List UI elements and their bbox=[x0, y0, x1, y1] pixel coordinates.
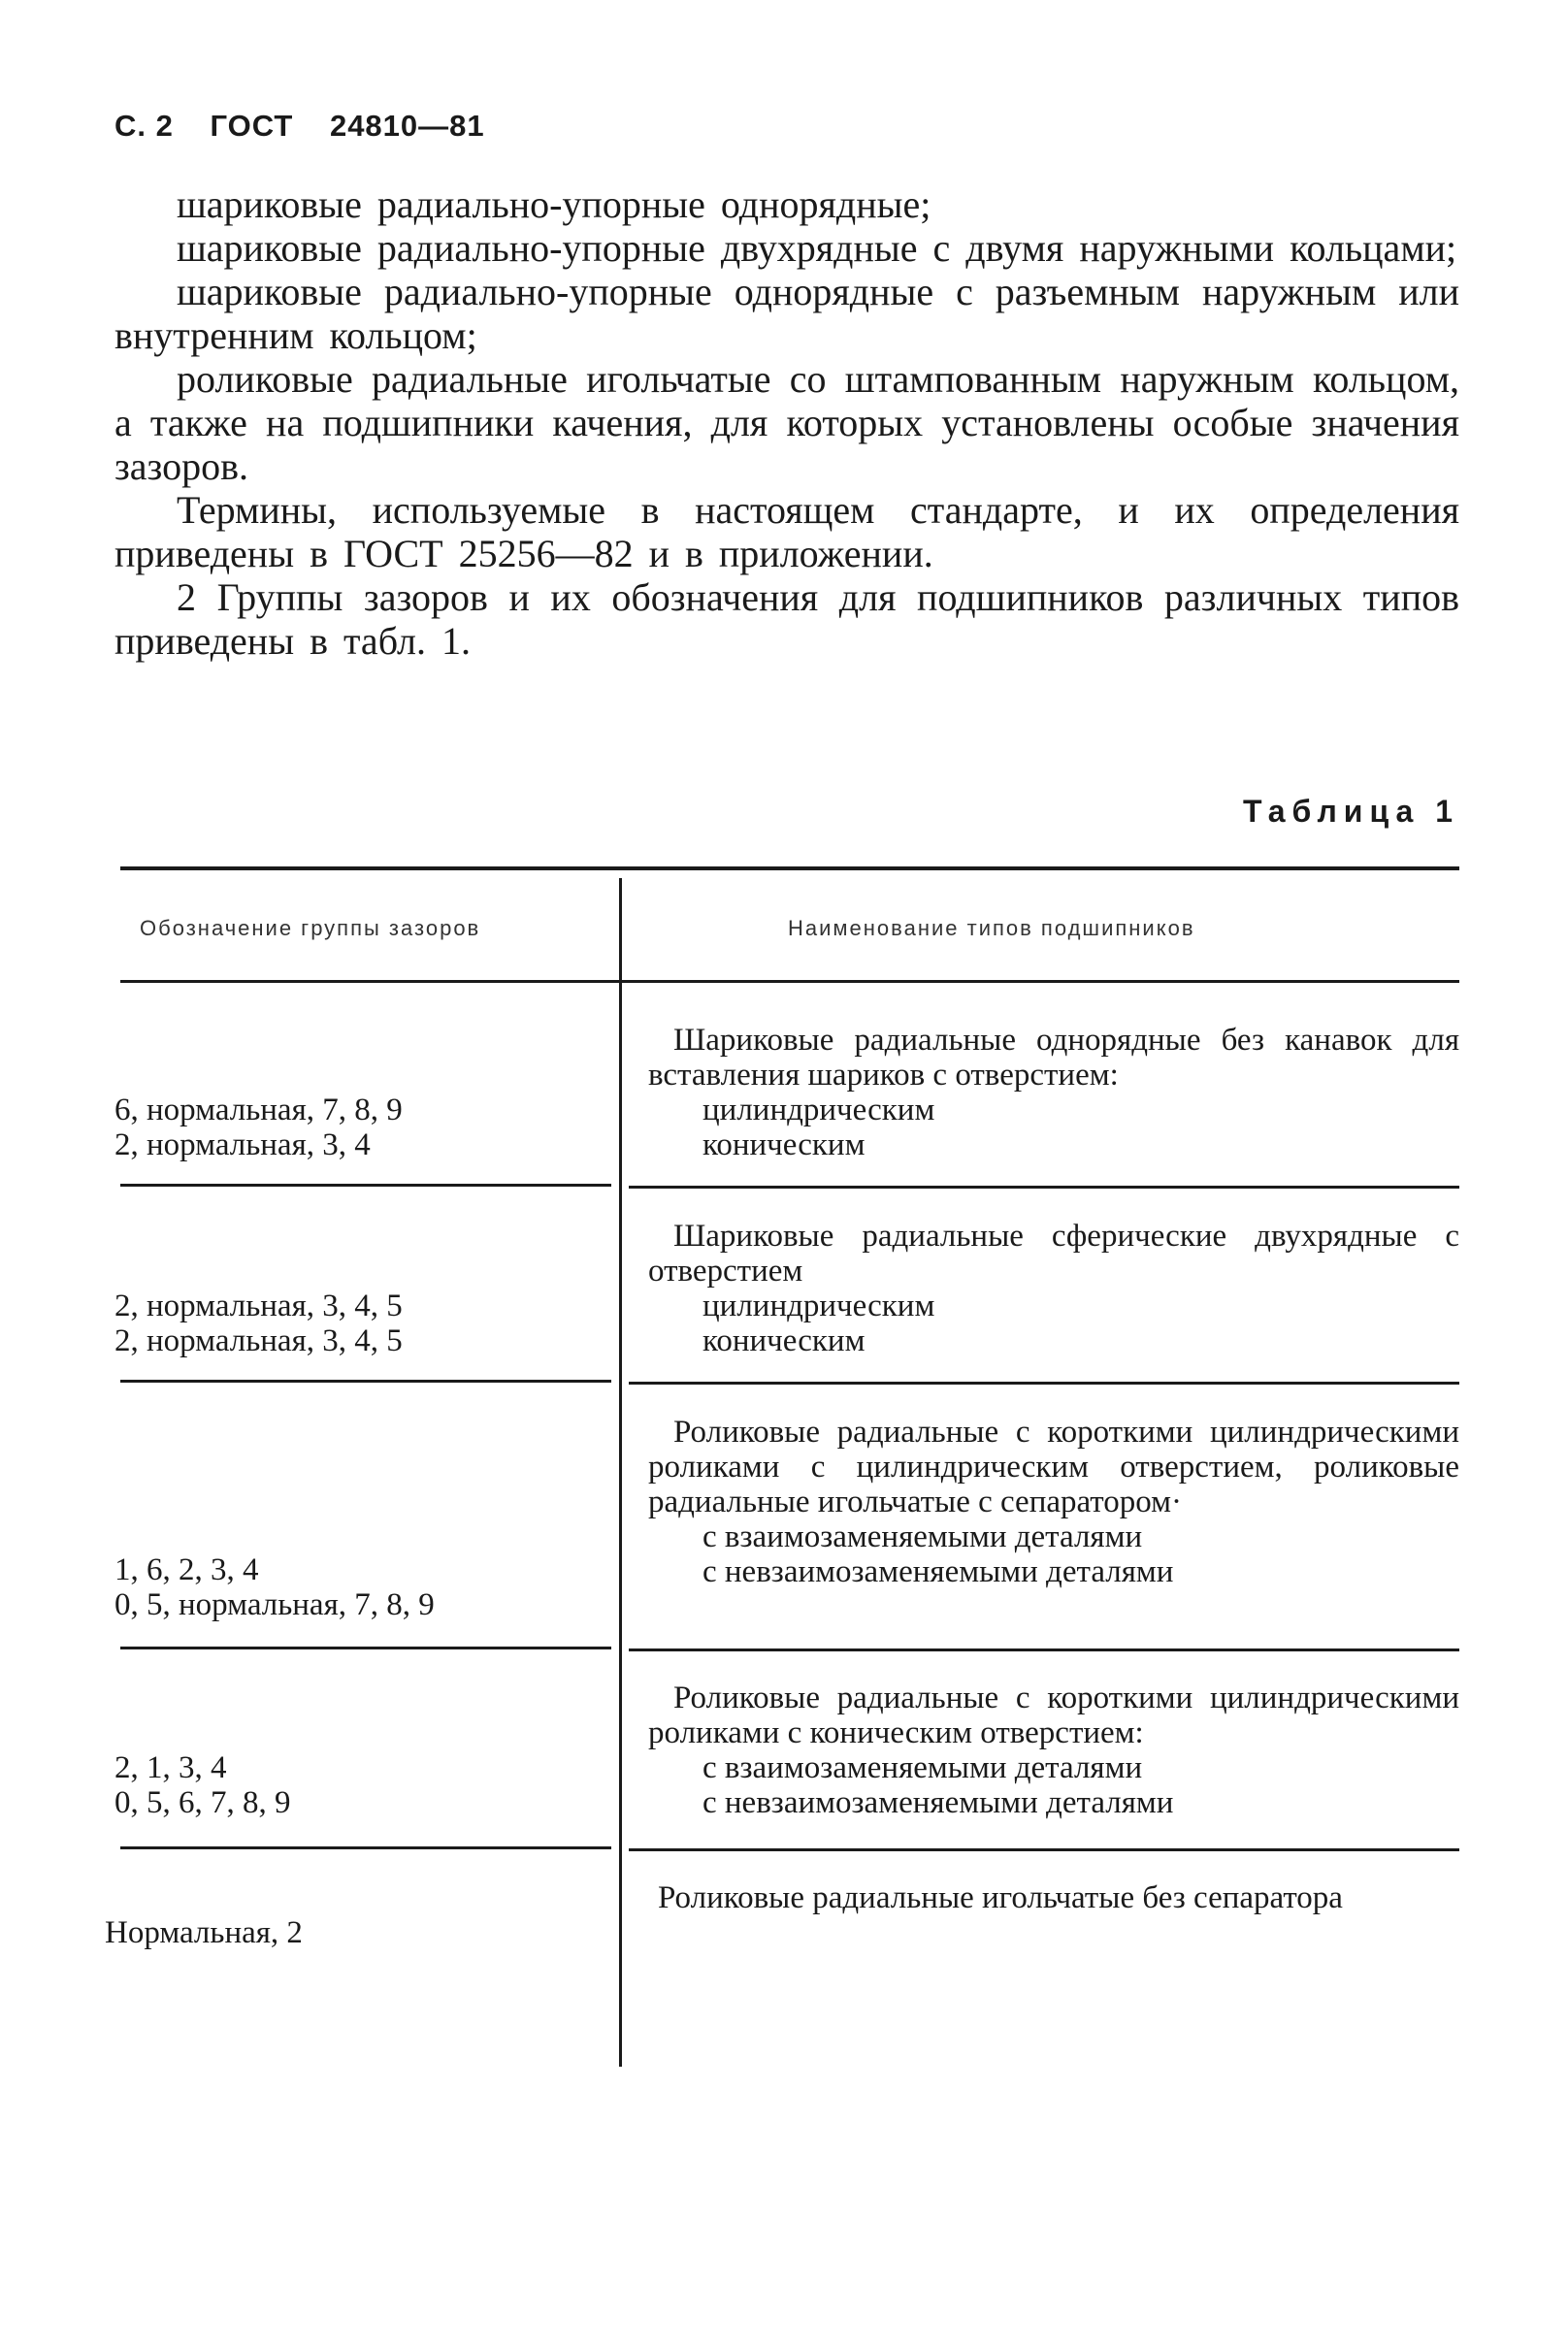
row-divider-left bbox=[120, 1647, 611, 1649]
row-divider-left bbox=[120, 1380, 611, 1383]
row-divider-left bbox=[120, 1184, 611, 1187]
description-subitem: с взаимозаменяемыми деталями bbox=[702, 1750, 1143, 1785]
row-divider-left bbox=[120, 1846, 611, 1849]
intro-paragraph: 2 Группы зазоров и их обозначения для подшипников различных типов приведены в табл. 1. bbox=[114, 575, 1459, 663]
description-subitem: с невзаимозаменяемыми деталями bbox=[702, 1554, 1174, 1589]
table-row-groups bbox=[114, 1289, 403, 1358]
description-text: Роликовые радиальные с короткими цилиндрическими роликами с цилиндрическим отверстием, роликовые радиальные игольчатые с сепаратором· bbox=[648, 1415, 1459, 1519]
group-line: 0, 5, 6, 7, 8, 9 bbox=[114, 1785, 291, 1820]
intro-paragraph: шариковые радиально-упорные однорядные с разъемным наружным или внутренним кольцом; bbox=[114, 270, 1459, 357]
row-divider-right bbox=[629, 1186, 1459, 1189]
group-line: 1, 6, 2, 3, 4 bbox=[114, 1552, 259, 1587]
table-row-description bbox=[648, 1023, 1459, 1162]
group-line: Нормальная, 2 bbox=[105, 1915, 303, 1950]
standard-label: ГОСТ bbox=[210, 109, 294, 143]
description-subitem: цилиндрическим bbox=[702, 1093, 935, 1127]
intro-text bbox=[114, 182, 1459, 663]
page-header bbox=[114, 109, 512, 144]
table-row-description bbox=[648, 1219, 1459, 1358]
table-row-description bbox=[648, 1681, 1459, 1820]
header-bottom-rule bbox=[120, 980, 1459, 983]
column-header-types: Наименование типов подшипников bbox=[788, 916, 1195, 940]
description-text: Роликовые радиальные игольчатые без сепаратора bbox=[658, 1880, 1343, 1915]
intro-paragraph: Термины, используемые в настоящем стандарте, и их определения приведены в ГОСТ 25256—82 и в приложении. bbox=[114, 488, 1459, 575]
description-text: Шариковые радиальные сферические двухрядные с отверстием bbox=[648, 1219, 1459, 1289]
group-line: 2, нормальная, 3, 4, 5 bbox=[114, 1323, 403, 1358]
table-row-description bbox=[648, 1415, 1459, 1589]
table-top-rule bbox=[120, 866, 1459, 870]
table-row-description bbox=[648, 1880, 1444, 1915]
table-row-groups bbox=[105, 1915, 303, 1950]
row-divider-right bbox=[629, 1382, 1459, 1385]
column-divider bbox=[619, 878, 622, 2067]
table-row-groups bbox=[114, 1750, 291, 1820]
row-divider-right bbox=[629, 1648, 1459, 1651]
intro-paragraph: шариковые радиально-упорные однорядные; bbox=[177, 182, 931, 226]
description-text: Роликовые радиальные с короткими цилиндрическими роликами с коническим отверстием: bbox=[648, 1681, 1459, 1750]
table-caption: Таблица 1 bbox=[1242, 794, 1459, 829]
table-row-groups bbox=[114, 1093, 403, 1162]
group-line: 6, нормальная, 7, 8, 9 bbox=[114, 1093, 403, 1127]
intro-paragraph: шариковые радиально-упорные двухрядные с двумя наружными кольцами; bbox=[177, 226, 1457, 270]
column-header-groups: Обозначение группы зазоров bbox=[140, 916, 481, 940]
intro-paragraph: роликовые радиальные игольчатые со штампованным наружным кольцом, а также на подшипники качения, для которых установлены особые значения зазоров. bbox=[114, 357, 1459, 488]
description-subitem: коническим bbox=[702, 1323, 866, 1358]
table-row-groups bbox=[114, 1552, 435, 1622]
description-subitem: цилиндрическим bbox=[702, 1289, 935, 1323]
group-line: 0, 5, нормальная, 7, 8, 9 bbox=[114, 1587, 435, 1622]
page-number: С. 2 bbox=[114, 109, 174, 143]
description-text: Шариковые радиальные однорядные без канавок для вставления шариков с отверстием: bbox=[648, 1023, 1459, 1093]
group-line: 2, нормальная, 3, 4, 5 bbox=[114, 1289, 403, 1323]
description-subitem: с взаимозаменяемыми деталями bbox=[702, 1519, 1143, 1554]
row-divider-right bbox=[629, 1848, 1459, 1851]
description-subitem: коническим bbox=[702, 1127, 866, 1162]
standard-number: 24810—81 bbox=[329, 109, 485, 143]
description-subitem: с невзаимозаменяемыми деталями bbox=[702, 1785, 1174, 1820]
group-line: 2, 1, 3, 4 bbox=[114, 1750, 227, 1785]
group-line: 2, нормальная, 3, 4 bbox=[114, 1127, 371, 1162]
